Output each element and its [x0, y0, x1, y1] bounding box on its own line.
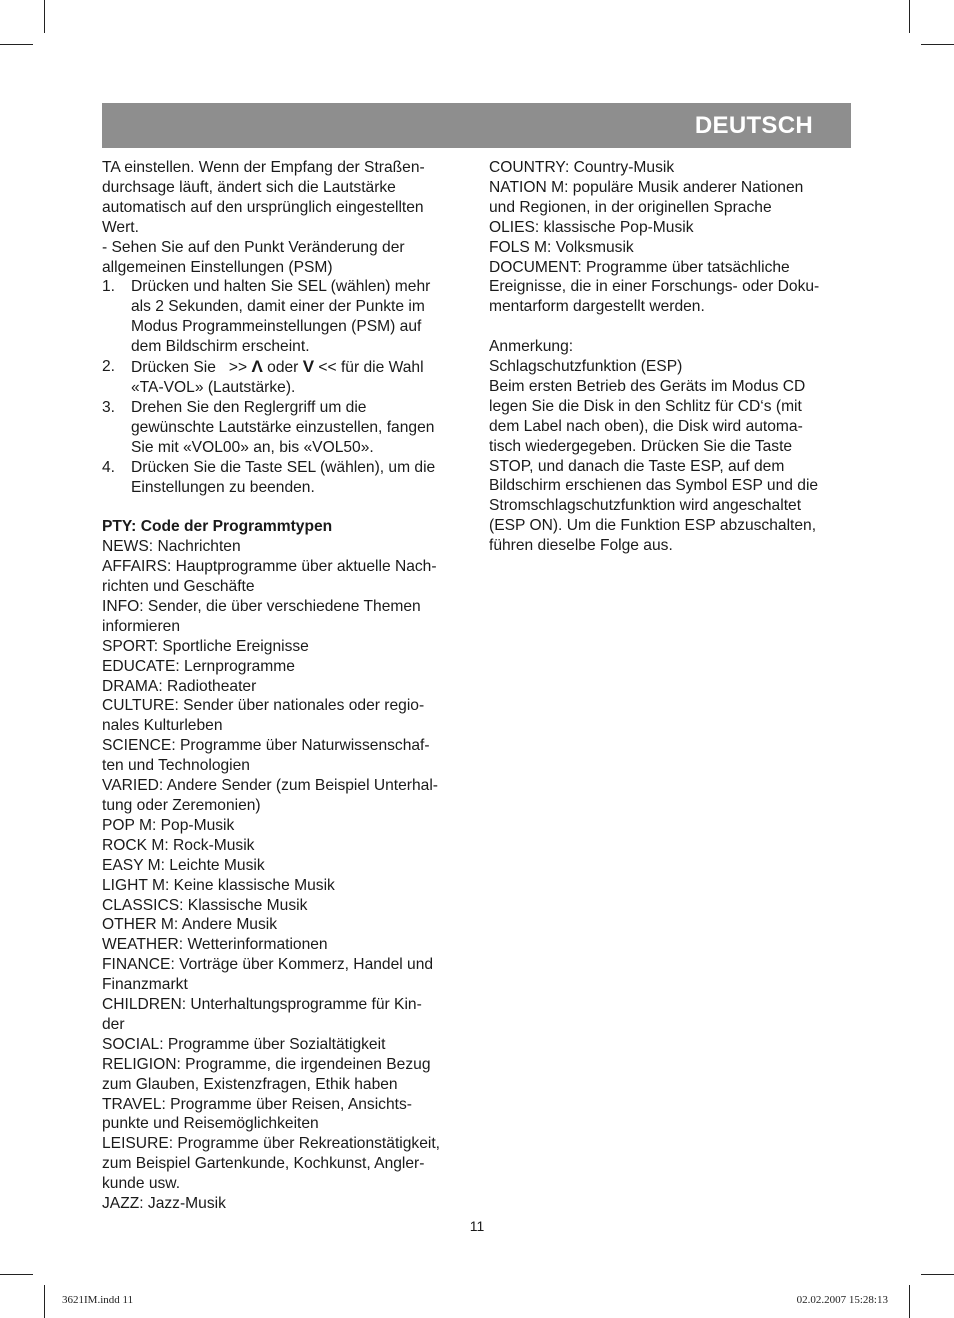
- pty-entry: punkte und Reisemöglichkeiten: [102, 1115, 319, 1133]
- step-text: Einstellungen zu beenden.: [131, 478, 315, 496]
- step-text-part: oder: [262, 359, 303, 377]
- section-heading: PTY: Code der Programmtypen: [102, 518, 333, 536]
- pty-entry: Ereignisse, die in einer Forschungs- oder Doku-: [489, 278, 820, 296]
- pty-entry: zum Beispiel Gartenkunde, Kochkunst, Angler-: [102, 1155, 425, 1173]
- pty-list: [489, 158, 854, 317]
- step-number: 1.: [102, 278, 116, 296]
- step-text: Drücken und halten Sie SEL (wählen) mehr: [131, 278, 431, 296]
- note-line: Stromschlagschutzfunktion wird angeschaltet: [489, 497, 802, 515]
- pty-entry: JAZZ: Jazz-Musik: [102, 1195, 226, 1213]
- pty-entry: WEATHER: Wetterinformationen: [102, 936, 328, 954]
- step-text: Drücken Sie die Taste SEL (wählen), um die: [131, 458, 436, 476]
- left-column: [102, 158, 472, 1214]
- pty-entry: COUNTRY: Country-Musik: [489, 159, 675, 176]
- numbered-step: [102, 277, 472, 357]
- pty-entry: OLIES: klassische Pop-Musik: [489, 218, 694, 236]
- pty-entry: Finanzmarkt: [102, 976, 188, 994]
- text-line: Wert.: [102, 218, 139, 236]
- pty-entry: informieren: [102, 617, 180, 635]
- note-line: (ESP ON). Um die Funktion ESP abzuschalten,: [489, 517, 817, 535]
- crop-mark: [44, 1285, 45, 1318]
- numbered-step: [102, 458, 472, 498]
- text-line: durchsage läuft, ändert sich die Lautstärke: [102, 178, 396, 196]
- pty-entry: CHILDREN: Unterhaltungsprogramme für Kin-: [102, 996, 422, 1014]
- numbered-step: [102, 357, 472, 398]
- step-text: dem Bildschirm erscheint.: [131, 338, 310, 356]
- note-line: Beim ersten Betrieb des Geräts im Modus CD: [489, 377, 806, 395]
- down-arrow-icon: V: [302, 357, 315, 377]
- pty-entry: TRAVEL: Programme über Reisen, Ansichts-: [102, 1095, 412, 1113]
- crop-mark: [0, 44, 33, 45]
- note-line: tisch wiedergegeben. Drücken Sie die Taste: [489, 437, 793, 455]
- crop-mark: [909, 1285, 910, 1318]
- pty-entry: POP M: Pop-Musik: [102, 816, 235, 834]
- step-text: [131, 357, 472, 378]
- pty-entry: kunde usw.: [102, 1175, 181, 1193]
- pty-entry: EDUCATE: Lernprogramme: [102, 657, 295, 675]
- pty-entry: ROCK M: Rock-Musik: [102, 836, 255, 854]
- step-number: 2.: [102, 358, 116, 376]
- pty-entry: CLASSICS: Klassische Musik: [102, 896, 308, 914]
- pty-entry: der: [102, 1015, 125, 1033]
- pty-entry: INFO: Sender, die über verschiedene Themen: [102, 597, 421, 615]
- crop-mark: [909, 0, 910, 33]
- numbered-step: [102, 398, 472, 458]
- print-slug-date: 02.02.2007 15:28:13: [796, 1294, 888, 1306]
- pty-entry: LIGHT M: Keine klassische Musik: [102, 876, 335, 894]
- crop-mark: [921, 44, 954, 45]
- pty-entry: EASY M: Leichte Musik: [102, 856, 265, 874]
- pty-entry: VARIED: Andere Sender (zum Beispiel Unterhal-: [102, 777, 438, 795]
- crop-mark: [44, 0, 45, 33]
- step-number: 3.: [102, 398, 116, 416]
- pty-entry: mentarform dargestellt werden.: [489, 298, 705, 316]
- pty-entry: NEWS: Nachrichten: [102, 538, 241, 556]
- pty-entry: DOCUMENT: Programme über tatsächliche: [489, 258, 790, 276]
- text-line: automatisch auf den ursprünglich eingestellten: [102, 198, 424, 216]
- note-line: dem Label nach oben), die Disk wird automa-: [489, 417, 803, 435]
- pty-entry: LEISURE: Programme über Rekreationstätigkeit,: [102, 1135, 441, 1153]
- text-line: allgemeinen Einstellungen (PSM): [102, 258, 333, 276]
- pty-entry: SCIENCE: Programme über Naturwissenschaf-: [102, 737, 430, 755]
- note-line: legen Sie die Disk in den Schlitz für CD‘s (mit: [489, 397, 802, 415]
- esp-note: [489, 337, 854, 556]
- up-arrow-icon: Λ: [251, 357, 263, 377]
- pty-entry: AFFAIRS: Hauptprogramme über aktuelle Nach-: [102, 558, 437, 576]
- text-line: TA einstellen. Wenn der Empfang der Straßen-: [102, 159, 425, 176]
- pty-entry: FOLS M: Volksmusik: [489, 238, 634, 256]
- pty-entry: und Regionen, in der originellen Sprache: [489, 198, 772, 216]
- note-line: Bildschirm erschienen das Symbol ESP und die: [489, 477, 819, 495]
- note-line: STOP, und danach die Taste ESP, auf dem: [489, 457, 785, 475]
- language-header-bar: [102, 103, 851, 148]
- pty-list: [102, 537, 472, 1214]
- pty-entry: CULTURE: Sender über nationales oder regio-: [102, 697, 425, 715]
- note-line: führen dieselbe Folge aus.: [489, 537, 673, 555]
- pty-entry: FINANCE: Vorträge über Kommerz, Handel und: [102, 956, 434, 974]
- pty-entry: OTHER M: Andere Musik: [102, 916, 278, 934]
- step-text: «TA-VOL» (Lautstärke).: [131, 378, 296, 396]
- page-number: 11: [469, 1218, 485, 1234]
- pty-entry: DRAMA: Radiotheater: [102, 677, 257, 695]
- step-text: Modus Programmeinstellungen (PSM) auf: [131, 318, 422, 336]
- pty-entry: nales Kulturleben: [102, 717, 223, 735]
- pty-entry: RELIGION: Programme, die irgendeinen Bezug: [102, 1055, 431, 1073]
- pty-entry: ten und Technologien: [102, 757, 250, 775]
- crop-mark: [0, 1274, 33, 1275]
- language-title: DEUTSCH: [694, 112, 813, 139]
- pty-entry: tung oder Zeremonien): [102, 796, 261, 814]
- step-text: als 2 Sekunden, damit einer der Punkte im: [131, 298, 425, 316]
- step-text-part: Drücken Sie >>: [131, 359, 252, 377]
- pty-entry: SPORT: Sportliche Ereignisse: [102, 637, 309, 655]
- step-text: Sie mit «VOL00» an, bis «VOL50».: [131, 438, 374, 456]
- note-line: Schlagschutzfunktion (ESP): [489, 358, 683, 376]
- pty-entry: richten und Geschäfte: [102, 578, 255, 596]
- pty-entry: zum Glauben, Existenzfragen, Ethik haben: [102, 1075, 398, 1093]
- text-line: - Sehen Sie auf den Punkt Veränderung der: [102, 238, 405, 256]
- step-text: gewünschte Lautstärke einzustellen, fangen: [131, 418, 435, 436]
- pty-entry: NATION M: populäre Musik anderer Nationen: [489, 178, 804, 196]
- step-number: 4.: [102, 458, 116, 476]
- print-slug-file: 3621IM.indd 11: [62, 1294, 134, 1306]
- step-text-part: << für die Wahl: [314, 359, 424, 377]
- note-line: Anmerkung:: [489, 338, 574, 356]
- step-text: Drehen Sie den Reglergriff um die: [131, 398, 367, 416]
- pty-entry: SOCIAL: Programme über Sozialtätigkeit: [102, 1035, 386, 1053]
- right-column: [489, 158, 854, 556]
- crop-mark: [921, 1274, 954, 1275]
